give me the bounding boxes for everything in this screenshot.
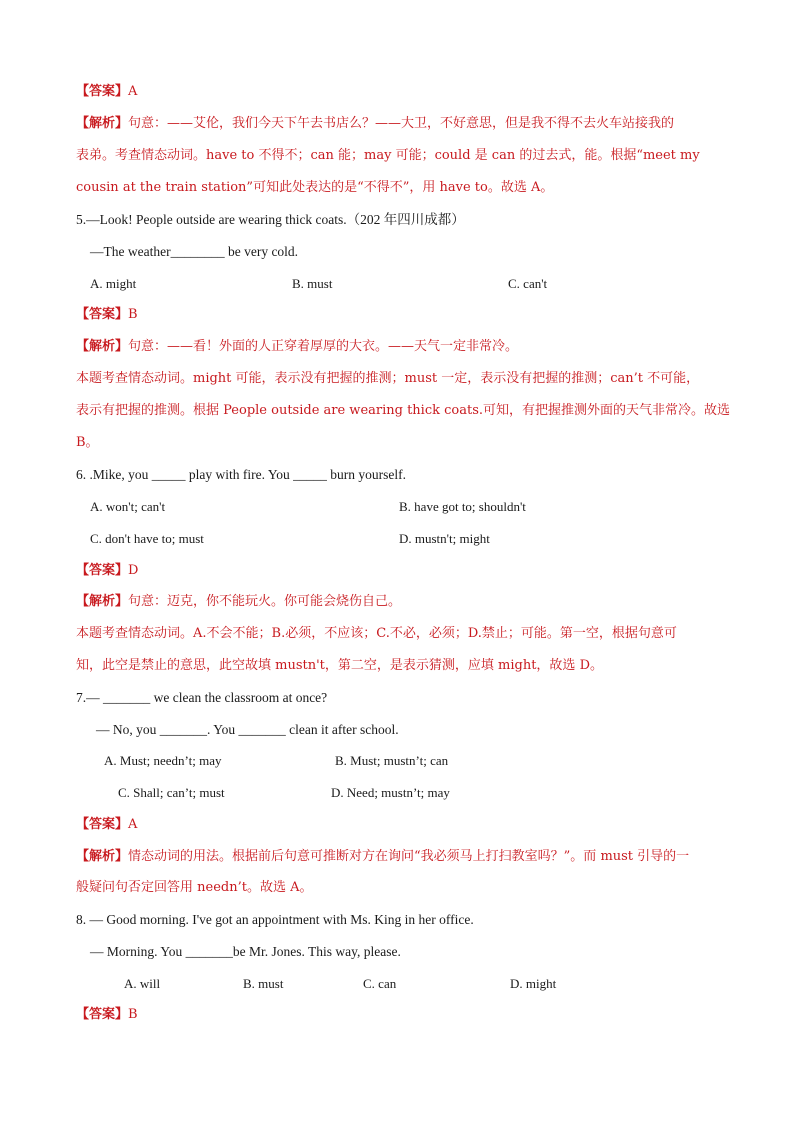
question-7-stem2: — No, you _______. You _______ clean it after school. — [96, 722, 399, 737]
analysis-row-q6-3: 知，此空是禁止的意思，此空故填 mustn't，第二空，是表示猜测，应填 might，故选 D。 — [76, 658, 603, 673]
answer-row-q6 — [76, 562, 138, 580]
question-7-stem: 7.— _______ we clean the classroom at once? — [76, 690, 328, 705]
answer-row-q8 — [76, 1006, 138, 1024]
answer-label: 【答案】 — [76, 84, 129, 99]
analysis-label: 【解析】 — [76, 849, 129, 864]
analysis-row-q4-3: cousin at the train station”可知此处表达的是“不得不”，用 have to。故选 A。 — [76, 180, 554, 195]
answer-label: 【答案】 — [76, 563, 129, 578]
option-7a: A. Must; needn’t; may — [104, 753, 222, 768]
answer-value: B — [128, 1007, 138, 1022]
analysis-row-q7-1 — [76, 848, 689, 866]
option-8c: C. can — [363, 976, 397, 991]
option-6b: B. have got to; shouldn't — [399, 499, 526, 514]
analysis-row-q6-2: 本题考查情态动词。A.不会不能；B.必须，不应该；C.不必，必须；D.禁止；可能。第一空，根据句意可 — [76, 626, 677, 641]
analysis-row-q5-3: 表示有把握的推测。根据 People outside are wearing thick coats.可知，有把握推测外面的天气非常冷。故选 — [76, 403, 731, 418]
analysis-label: 【解析】 — [76, 339, 129, 354]
option-6a: A. won't; can't — [90, 499, 166, 514]
analysis-row-q4-1 — [76, 115, 674, 133]
analysis-text: 句意：迈克，你不能玩火。你可能会烧伤自己。 — [128, 594, 402, 609]
option-8b: B. must — [243, 976, 284, 991]
answer-label: 【答案】 — [76, 817, 129, 832]
analysis-row-q4-2: 表弟。考查情态动词。have to 不得不；can 能；may 可能；could 是 can 的过去式，能。根据“meet my — [76, 148, 700, 163]
answer-row-q5 — [76, 306, 138, 324]
answer-row-q7 — [76, 816, 137, 834]
option-5b: B. must — [292, 276, 333, 291]
answer-label: 【答案】 — [76, 307, 129, 322]
answer-value: D — [128, 563, 139, 578]
question-5-stem: 5.—Look! People outside are wearing thick coats.（202 年四川成都） — [76, 212, 465, 227]
option-6c: C. don't have to; must — [90, 531, 204, 546]
option-6d: D. mustn't; might — [399, 531, 490, 546]
analysis-label: 【解析】 — [76, 594, 129, 609]
option-5a: A. might — [90, 276, 137, 291]
option-7c: C. Shall; can’t; must — [118, 785, 225, 800]
answer-label: 【答案】 — [76, 1007, 129, 1022]
analysis-row-q6-1 — [76, 593, 401, 611]
answer-value: A — [128, 817, 138, 832]
analysis-row-q7-2: 般疑问句否定回答用 needn’t。故选 A。 — [76, 880, 313, 895]
question-5-stem2: —The weather________ be very cold. — [90, 244, 299, 259]
option-7b: B. Must; mustn’t; can — [335, 753, 449, 768]
option-8d: D. might — [510, 976, 557, 991]
option-7d: D. Need; mustn’t; may — [331, 785, 450, 800]
analysis-label: 【解析】 — [76, 116, 129, 131]
answer-row-q4 — [76, 83, 137, 101]
analysis-row-q5-1 — [76, 338, 518, 356]
analysis-row-q5-4: B。 — [76, 435, 99, 450]
answer-value: A — [128, 84, 138, 99]
question-6-stem: 6. .Mike, you _____ play with fire. You _____ burn yourself. — [76, 467, 406, 482]
analysis-text: 句意：——艾伦，我们今天下午去书店么？——大卫，不好意思，但是我不得不去火车站接我的 — [128, 116, 675, 131]
question-8-stem2: — Morning. You _______be Mr. Jones. This way, please. — [90, 944, 401, 959]
option-8a: A. will — [124, 976, 161, 991]
analysis-text: 句意：——看！外面的人正穿着厚厚的大衣。——天气一定非常冷。 — [128, 339, 519, 354]
analysis-text: 情态动词的用法。根据前后句意可推断对方在询问“我必须马上打扫教室吗？”。而 must 引导的一 — [128, 849, 690, 864]
answer-value: B — [128, 307, 138, 322]
option-5c: C. can't — [508, 276, 548, 291]
analysis-row-q5-2: 本题考查情态动词。might 可能，表示没有把握的推测；must 一定，表示没有把握的推测；can’t 不可能， — [76, 371, 700, 386]
question-8-stem: 8. — Good morning. I've got an appointment with Ms. King in her office. — [76, 912, 474, 927]
